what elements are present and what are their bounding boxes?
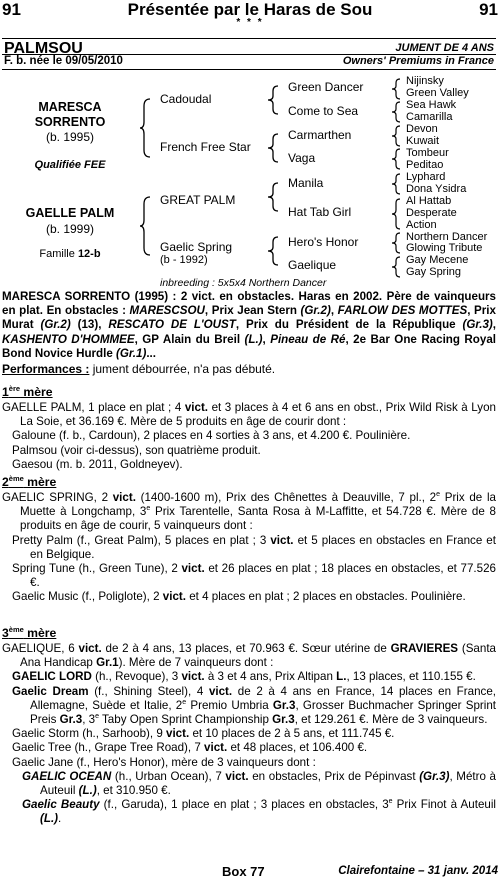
- progeny-entry: Galoune (f. b., Cardoun), 2 places en 4 sorties à 3 ans, et 4.200 €. Poulinière.: [12, 429, 411, 443]
- grandsire-maternal: GREAT PALM: [160, 193, 236, 207]
- progeny-entry: [2, 770, 496, 798]
- gen4-8: Peditao: [406, 159, 444, 171]
- text: Prix Finot à Auteuil: [392, 798, 496, 812]
- text: .: [58, 812, 62, 826]
- inbreeding-note: inbreeding : 5x5x4 Northern Dancer: [160, 277, 327, 289]
- progeny-name: GAELIC OCEAN: [22, 769, 112, 783]
- gen4-17: Gay Spring: [406, 266, 462, 278]
- text: (h., Urban Ocean), 7: [111, 769, 226, 783]
- text: , Grosser Buchmacher Springer Sprint Preis: [30, 698, 496, 727]
- progeny-name: RESCATO DE L'OUST: [108, 318, 236, 332]
- gen4-16: Gay Mecene: [406, 254, 469, 266]
- progeny-name: GRAVIERES: [390, 642, 459, 655]
- page-number-right: 91: [479, 0, 498, 19]
- third-dam-record: [2, 642, 496, 670]
- horse-foal-info: F. b. née le 09/05/2010: [4, 55, 123, 67]
- text: Gaelic Tree (h., Grape Tree Road), 7: [12, 741, 205, 755]
- progeny-name: Pineau de Ré: [270, 332, 346, 346]
- heading-word: mère: [23, 475, 57, 489]
- sale-venue-date: Clairefontaine – 31 janv. 2014: [338, 865, 498, 877]
- progeny-name: KASHENTO D'HOMMEE: [2, 332, 135, 346]
- header-stars: * * *: [236, 17, 264, 28]
- heading-number: 3: [2, 626, 9, 640]
- progeny-entry: [2, 741, 496, 755]
- sup: e: [436, 491, 441, 499]
- race-text: , Prix du Président de la République: [235, 318, 463, 332]
- first-dam-record: [2, 401, 496, 429]
- race-text: , GP Alain du Breil: [134, 332, 245, 346]
- gen4-4: Camarilla: [406, 111, 453, 123]
- vict-label: vict.: [225, 769, 249, 783]
- vict-label: vict.: [181, 670, 205, 684]
- vict-label: vict.: [112, 491, 136, 504]
- race-grade: (L.): [40, 812, 59, 826]
- performances: [2, 362, 496, 376]
- bracket: [392, 78, 406, 100]
- progeny-entry: [2, 727, 496, 741]
- sup: e: [388, 798, 393, 806]
- vict-label: vict.: [166, 727, 190, 741]
- page-title: Présentée par le Haras de Sou: [127, 0, 373, 19]
- text: de 2 à 4 ans, 13 places, et 70.963 €. Sœur utérine de: [101, 642, 391, 655]
- text: Gaelic Music (f., Poliglote), 2: [12, 590, 163, 604]
- gen4-9: Lyphard: [406, 171, 446, 183]
- vict-label: vict.: [78, 642, 102, 655]
- gen4-7: Tombeur: [406, 147, 449, 159]
- vict-label: vict.: [184, 401, 209, 414]
- race-text: ...: [146, 346, 156, 360]
- race-grade: (Gr.3): [462, 318, 493, 332]
- sire-name-line2: SORRENTO: [34, 115, 106, 129]
- bracket: [392, 101, 406, 123]
- bracket: [392, 256, 406, 278]
- text: et 3 places à 4 et 6 ans en obst., Prix Wild Risk à Lyon La Soie, et 36.169 €. Mère de 5 produits en âge de courir dont :: [20, 401, 496, 429]
- gen4-14: Northern Dancer: [406, 231, 488, 243]
- heading-number: 1: [2, 385, 9, 399]
- vict-label: vict.: [181, 562, 205, 576]
- text: , et 129.261 €. Mère de 3 vainqueurs.: [294, 713, 488, 727]
- bracket: [268, 133, 288, 163]
- bracket: [392, 198, 406, 230]
- text: Spring Tune (h., Green Tune), 2: [12, 562, 182, 576]
- race-grade: Gr.3: [272, 698, 296, 712]
- gen4-11: Al Hattab: [406, 195, 452, 207]
- text: , 3: [82, 713, 96, 727]
- bracket: [268, 182, 288, 212]
- race-text: ,: [262, 332, 271, 346]
- ggparent-3: Carmarthen: [288, 128, 352, 142]
- race-grade: (Gr.3): [419, 769, 450, 783]
- progeny-name: Gaelic Beauty: [22, 798, 100, 812]
- text: , 13 places, et 110.155 €.: [346, 670, 476, 684]
- ggparent-6: Hat Tab Girl: [288, 205, 352, 219]
- sup: e: [95, 713, 99, 721]
- text: ). Mère de 7 vainqueurs dont :: [118, 656, 274, 670]
- progeny-name: Gaelic Dream: [12, 684, 89, 698]
- gen4-15: Glowing Tribute: [406, 242, 483, 254]
- race-text: , Prix Jean Stern: [204, 304, 301, 318]
- race-grade: (L.): [244, 332, 263, 346]
- progeny-name: MARESCSOU: [129, 304, 205, 318]
- text: Taby Open Sprint Championship: [99, 713, 273, 727]
- progeny-entry: [2, 562, 496, 590]
- text: Prix de la Muette à Longchamp, 3: [20, 491, 496, 519]
- vict-label: vict.: [162, 590, 186, 604]
- section-heading-2nd-dam: [2, 475, 56, 489]
- ggparent-2: Come to Sea: [288, 104, 359, 118]
- race-grade: (L.): [78, 784, 97, 798]
- ggparent-1: Green Dancer: [288, 80, 364, 94]
- granddam-maternal: Gaelic Spring: [160, 240, 233, 254]
- second-dam-block: [2, 491, 496, 605]
- text: Premio Umbria: [186, 698, 273, 712]
- progeny-entry: [2, 798, 496, 826]
- gen4-6: Kuwait: [406, 135, 440, 147]
- family-value: 12-b: [77, 248, 101, 260]
- gen4-10: Dona Ysidra: [406, 183, 467, 195]
- sire-name-line1: MARESCA: [38, 100, 102, 114]
- text: Pretty Palm (f., Great Palm), 5 places en plat ; 3: [12, 533, 271, 547]
- gen4-5: Devon: [406, 123, 438, 135]
- text: GAELIC SPRING, 2: [2, 491, 113, 504]
- gen4-3: Sea Hawk: [406, 99, 457, 111]
- text: GAELLE PALM, 1 place en plat ; 4: [2, 401, 185, 414]
- text: (f., Garuda), 1 place en plat ; 3 places en obstacles, 3: [99, 798, 389, 812]
- performances-text: jument débourrée, n'a pas débuté.: [89, 362, 276, 376]
- ggparent-5: Manila: [288, 176, 324, 190]
- race-text: , 2e Bar One Racing Royal Bond Novice Hurdle: [2, 332, 496, 360]
- gen4-13: Action: [406, 219, 437, 231]
- text: à 3 et 4 ans, Prix Altipan: [204, 670, 337, 684]
- progeny-name: GAELIC LORD: [12, 670, 92, 684]
- text: (f., Shining Steel), 4: [88, 684, 209, 698]
- progeny-entry: [2, 590, 496, 604]
- vict-label: vict.: [270, 533, 294, 547]
- bracket: [268, 85, 288, 115]
- text: et 48 places, et 106.400 €.: [227, 741, 368, 755]
- text: et 4 places en plat ; 2 places en obstacles. Poulinière.: [185, 590, 466, 604]
- bracket-sire: [140, 98, 160, 158]
- dam-year: (b. 1999): [45, 222, 95, 236]
- race-grade: (Gr.2): [300, 304, 331, 318]
- heading-number: 2: [2, 475, 9, 489]
- horse-identity-box: [2, 38, 496, 70]
- bracket: [392, 125, 406, 147]
- text: , et 310.950 €.: [96, 784, 171, 798]
- text: en obstacles, Prix de Pépinvast: [248, 769, 420, 783]
- gen4-2: Green Valley: [406, 87, 469, 99]
- heading-word: mère: [23, 626, 57, 640]
- text: (h., Revoque), 3: [91, 670, 182, 684]
- horse-name: PALMSOU: [4, 40, 83, 57]
- page-footer: [0, 864, 500, 880]
- progeny-entry: Palmsou (voir ci-dessus), son quatrième produit.: [12, 443, 261, 457]
- progeny-name: FARLOW DES MOTTES: [337, 304, 468, 318]
- text: Prix Tarentelle, Santa Rosa à M-Laffitte, et 54.728 €. Mère de 8 produits en âge de courir, 5 vainqueurs dont :: [20, 505, 496, 533]
- ggparent-8: Gaelique: [288, 258, 337, 272]
- performances-label: Performances :: [2, 362, 90, 376]
- granddam-maternal-year: (b - 1992): [160, 254, 208, 266]
- race-grade: (Gr.1): [116, 346, 147, 360]
- grandsire-paternal: Cadoudal: [160, 92, 212, 106]
- progeny-entry: [2, 670, 496, 684]
- third-dam-block: [2, 642, 496, 827]
- bracket: [392, 148, 406, 170]
- sup: e: [146, 505, 151, 513]
- bracket-dam: [140, 196, 160, 256]
- horse-sex-age: JUMENT DE 4 ANS: [395, 42, 494, 54]
- sire-name: [12, 100, 128, 130]
- race-grade: Gr.1: [96, 656, 119, 670]
- race-grade: L.: [336, 670, 347, 684]
- granddam-paternal: French Free Star: [160, 140, 251, 154]
- race-text: , Prix Murat: [2, 304, 496, 332]
- sup: e: [182, 698, 187, 706]
- sire-record-lead: MARESCA SORRENTO (1995) : 2 vict. en obstacles. Haras en 2002. Père de vainqueurs en plat. En obstacles :: [2, 290, 496, 318]
- owners-premiums: Owners' Premiums in France: [342, 55, 494, 67]
- sire-year: (b. 1995): [45, 130, 95, 144]
- progeny-entry: Gaesou (m. b. 2011, Goldneyev).: [12, 457, 183, 471]
- race-text: ,: [492, 318, 497, 332]
- second-dam-record: [2, 491, 496, 534]
- text: , Métro à Auteuil: [40, 769, 497, 798]
- family-number: [12, 248, 128, 261]
- bracket: [268, 236, 288, 266]
- section-heading-3rd-dam: [2, 626, 56, 640]
- box-number: Box 77: [222, 864, 265, 879]
- text: et 5 places en obstacles en France et en Belgique.: [30, 533, 496, 561]
- bracket: [392, 232, 406, 254]
- race-grade: Gr.3: [272, 713, 295, 727]
- dam-name: GAELLE PALM: [25, 206, 115, 220]
- heading-sup: ème: [8, 473, 24, 483]
- ggparent-4: Vaga: [288, 151, 316, 165]
- text: (Santa Ana Handicap: [20, 642, 496, 670]
- page-header: [0, 0, 500, 30]
- heading-sup: ème: [8, 624, 24, 634]
- progeny-entry: Gaelic Jane (f., Hero's Honor), mère de 3 vainqueurs dont :: [12, 755, 316, 769]
- text: Gaelic Storm (h., Sarhoob), 9: [12, 727, 167, 741]
- heading-sup: ère: [8, 383, 21, 393]
- page-number-left: 91: [2, 0, 21, 19]
- qualification-note: Qualifiée FEE: [34, 159, 106, 171]
- vict-label: vict.: [208, 684, 233, 698]
- ggparent-7: Hero's Honor: [288, 235, 359, 249]
- race-text: (13),: [70, 318, 109, 332]
- text: et 10 places de 2 à 5 ans, et 111.745 €.: [189, 727, 395, 741]
- race-grade: (Gr.2): [40, 318, 71, 332]
- progeny-entry: [2, 534, 496, 562]
- first-dam-block: [2, 401, 496, 472]
- heading-word: mère: [20, 385, 53, 399]
- vict-label: vict.: [204, 741, 228, 755]
- race-grade: Gr.3: [59, 713, 83, 727]
- sire-record: MARESCA SORRENTO (1995) : 2 vict. en obstacles. Haras en 2002. Père de vainqueurs en plat. En obstacles : MARESCSOU, Prix Jean Stern (Gr.2), FARLOW DES MOTTES, Prix Murat (Gr.2) (13), RESCATO DE L'OUST, Prix du Président de la République (Gr.3), KASHENTO D'HOMMEE, GP Alain du Breil (L.), Pineau de Ré, 2e Bar One Racing Royal Bond Novice Hurdle (Gr.1)...: [2, 290, 497, 360]
- gen4-12: Desperate: [406, 207, 457, 219]
- progeny-entry: [2, 685, 496, 728]
- section-heading-1st-dam: [2, 385, 53, 399]
- family-label: Famille: [39, 248, 78, 260]
- bracket: [392, 173, 406, 195]
- text: GAELIQUE, 6: [2, 642, 79, 655]
- text: et 26 places en plat ; 18 places en obstacles, et 77.526 €.: [30, 562, 496, 590]
- text: de 2 à 4 ans en France, 14 places en France, Allemagne, Suède et Italie, 2: [30, 684, 496, 712]
- text: (1400-1600 m), Prix des Chênettes à Deauville, 7 pl., 2: [135, 491, 437, 504]
- gen4-1: Nijinsky: [406, 75, 444, 87]
